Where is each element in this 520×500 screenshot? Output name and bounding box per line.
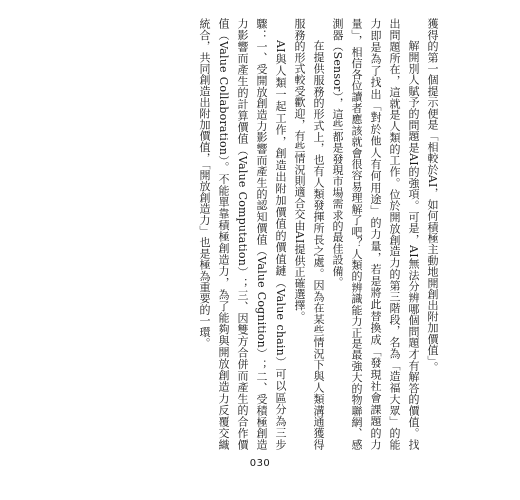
paragraph-4: AI與人類一起工作，創造出附加價值的價值鏈（Value chain）可以區分為三步驟：一、受開放創造力影響而產生的認知價值（Value Cognition）；二、受積極創造力影響而產生的計算價值（Value Computation）；三、因雙方合併而產生的合作價值（Value Collaboration）。不能單靠積極創造力，為了能夠與開放創造力反覆交織統合，共同創造出附加價值，「開放創造力」也是極為重要的一環。 xyxy=(198,18,287,450)
paragraph-2: 解開別人賦予的問題是AI的強項。可是，AI無法分辨哪個問題才有解答的價值。找出問題所在，這就是人類的工作。位於開放創造力的第三階段，名為「造福大眾」的能力即是為了找出「對於他人有何用途」的力量，若是將此替換成「發現社會課題的力量」，相信各位讀者應該就會很容易理解了吧？人類的辨識能力正是最強大的物聯網、感測器（Sensor），這些都是發現市場需求的最佳設備。 xyxy=(331,18,420,450)
paragraph-1: 獲得的第一個提示便是「相較於AI，如何積極主動地開創出附加價值」。 xyxy=(426,18,439,373)
body-text-column xyxy=(195,18,442,450)
paragraph-3: 在提供服務的形式上，也有人類發揮所長之處。因為在某些情況下與人類溝通獲得服務的形式較受歡迎，有些情況則適合交由AI提供正確選擇。 xyxy=(293,18,325,450)
page-number: 030 xyxy=(249,458,271,469)
